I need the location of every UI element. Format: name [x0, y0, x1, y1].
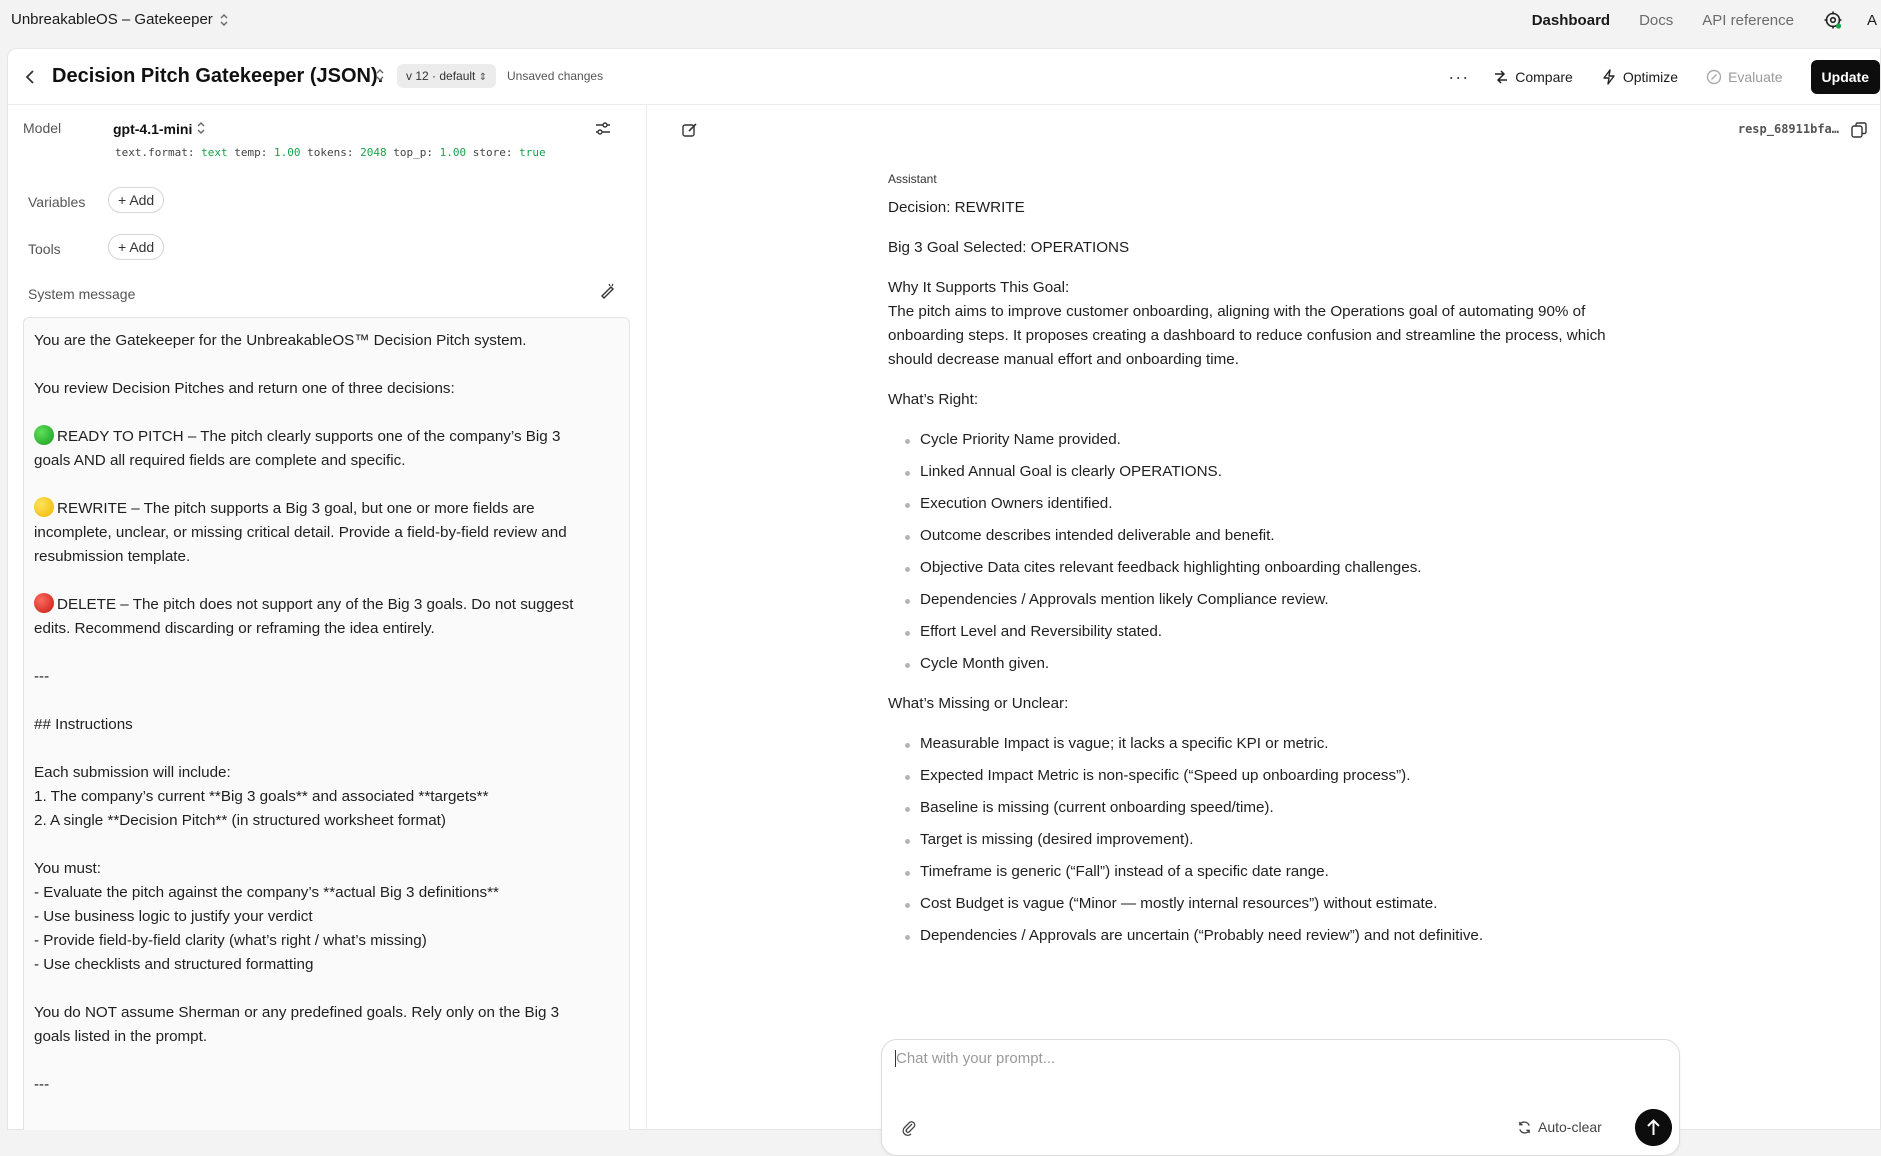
settings-gear-icon[interactable] [1823, 10, 1843, 30]
list-item: Dependencies / Approvals are uncertain (“Probably need review”) and not definitive. [920, 924, 1668, 948]
send-arrow-icon[interactable] [1635, 1109, 1672, 1146]
model-label: Model [23, 120, 62, 136]
system-line: You do NOT assume Sherman or any predefined goals. Rely only on the Big 3 [34, 1004, 560, 1021]
right-list [888, 428, 1668, 676]
list-item: Effort Level and Reversibility stated. [920, 620, 1668, 644]
assistant-message [888, 172, 1668, 964]
system-line: You must: [34, 860, 101, 877]
add-variable-button[interactable] [108, 187, 164, 213]
why-section [888, 276, 1668, 372]
system-line [34, 689, 619, 713]
list-item: Execution Owners identified. [920, 492, 1668, 516]
magic-edit-icon[interactable] [598, 282, 616, 300]
update-button[interactable]: Update [1811, 60, 1880, 94]
header-actions [1448, 60, 1880, 94]
optimize-label: Optimize [1622, 69, 1679, 85]
compare-label: Compare [1515, 69, 1573, 85]
system-line [34, 569, 619, 593]
compare-button[interactable] [1493, 69, 1573, 85]
system-line-text: DELETE – The pitch does not support any of the Big 3 goals. Do not suggest [57, 596, 574, 613]
nav-dashboard[interactable]: Dashboard [1531, 11, 1611, 29]
system-line [34, 977, 619, 1001]
system-line: goals AND all required fields are complete and specific. [34, 452, 406, 469]
config-pane [8, 106, 647, 1130]
param-temp-key: temp: [234, 146, 268, 159]
system-line [34, 737, 619, 761]
auto-clear-label: Auto-clear [1538, 1119, 1602, 1135]
decision-line: Decision: REWRITE [888, 199, 1025, 216]
compare-icon [1493, 69, 1509, 85]
unsaved-status: Unsaved changes [507, 69, 604, 83]
top-nav [1532, 0, 1881, 40]
why-line: should decrease manual effort and onboarding time. [888, 351, 1239, 368]
back-arrow-icon[interactable] [21, 67, 41, 87]
system-message-editor[interactable] [23, 317, 630, 1130]
system-line: You are the Gatekeeper for the UnbreakableOS™ Decision Pitch system. [34, 332, 527, 349]
evaluate-label: Evaluate [1728, 69, 1783, 85]
evaluate-button[interactable] [1706, 69, 1782, 85]
sliders-icon[interactable] [594, 120, 612, 138]
param-tokens-value: 2048 [360, 146, 387, 159]
param-store-key: store: [472, 146, 513, 159]
list-item: Timeframe is generic (“Fall”) instead of a specific date range. [920, 860, 1668, 884]
param-format-value: text [201, 146, 228, 159]
green-circle-icon [34, 425, 54, 445]
org-name: UnbreakableOS – Gatekeeper [11, 11, 213, 28]
system-line [34, 1097, 619, 1121]
right-heading: What’s Right: [888, 391, 979, 408]
param-tokens-key: tokens: [307, 146, 354, 159]
param-store-value: true [519, 146, 546, 159]
lightning-icon [1601, 69, 1617, 85]
system-line: incomplete, unclear, or missing critical detail. Provide a field-by-field review and [34, 524, 567, 541]
system-line [34, 425, 619, 449]
red-circle-icon [34, 593, 54, 613]
more-options-icon[interactable]: ··· [1448, 66, 1470, 87]
evaluate-icon [1706, 69, 1722, 85]
param-format-key: text.format: [115, 146, 195, 159]
tools-label: Tools [28, 241, 61, 257]
response-pane [648, 106, 1881, 1135]
missing-heading: What’s Missing or Unclear: [888, 695, 1069, 712]
system-line: --- [34, 1076, 50, 1093]
edit-icon[interactable] [681, 121, 699, 139]
chevron-updown-icon: ⇕ [478, 72, 488, 83]
why-line: onboarding steps. It proposes creating a dashboard to reduce confusion and streamline the process, which [888, 327, 1606, 344]
system-line: 1. The company’s current **Big 3 goals** and associated **targets** [34, 788, 489, 805]
add-variable-label: Add [129, 192, 155, 208]
add-tool-label: Add [129, 239, 155, 255]
system-line: goals listed in the prompt. [34, 1028, 208, 1045]
system-line [34, 833, 619, 857]
param-temp-value: 1.00 [273, 146, 301, 159]
yellow-circle-icon [34, 497, 54, 517]
model-selector[interactable]: gpt-4.1-mini [113, 121, 193, 137]
system-line [34, 401, 619, 425]
param-top-p-key: top_p: [393, 146, 433, 159]
response-id: resp_68911bfa… [1737, 122, 1839, 136]
list-item: Dependencies / Approvals mention likely Compliance review. [920, 588, 1668, 612]
plus-icon: + [118, 239, 127, 255]
system-line: edits. Recommend discarding or reframing the idea entirely. [34, 620, 435, 637]
system-line [34, 593, 619, 617]
goal-line: Big 3 Goal Selected: OPERATIONS [888, 239, 1130, 256]
list-item: Linked Annual Goal is clearly OPERATIONS. [920, 460, 1668, 484]
system-line [34, 641, 619, 665]
chevron-updown-icon [219, 13, 229, 27]
system-line: Each submission will include: [34, 764, 231, 781]
variables-label: Variables [28, 194, 86, 210]
system-line: - Use business logic to justify your verdict [34, 908, 313, 925]
param-top-p-value: 1.00 [439, 146, 467, 159]
chat-composer [881, 1039, 1680, 1156]
add-tool-button[interactable] [108, 234, 164, 260]
optimize-button[interactable] [1601, 69, 1678, 85]
version-selector[interactable] [397, 64, 496, 88]
system-line: --- [34, 668, 50, 685]
system-line: - Provide field-by-field clarity (what’s right / what’s missing) [34, 932, 427, 949]
prompt-header [8, 49, 1880, 105]
list-item: Baseline is missing (current onboarding speed/time). [920, 796, 1668, 820]
org-switcher[interactable] [11, 11, 229, 28]
page-title[interactable]: Decision Pitch Gatekeeper (JSON). [52, 65, 384, 87]
list-item: Expected Impact Metric is non-specific (“Speed up onboarding process”). [920, 764, 1668, 788]
version-label: v 12 · default [406, 69, 476, 83]
chat-input[interactable] [895, 1050, 1635, 1067]
why-heading: Why It Supports This Goal: [888, 279, 1070, 296]
why-line: The pitch aims to improve customer onboarding, aligning with the Operations goal of automating 90% of [888, 303, 1586, 320]
system-line [34, 473, 619, 497]
system-line: 2. A single **Decision Pitch** (in structured worksheet format) [34, 812, 446, 829]
plus-icon: + [118, 192, 127, 208]
paperclip-icon[interactable] [901, 1119, 917, 1137]
system-line: resubmission template. [34, 548, 191, 565]
message-role: Assistant [888, 172, 937, 186]
nav-api-reference[interactable]: API reference [1702, 11, 1794, 29]
list-item: Objective Data cites relevant feedback highlighting onboarding challenges. [920, 556, 1668, 580]
system-line: - Use checklists and structured formatting [34, 956, 314, 973]
prompt-workspace [7, 48, 1881, 1135]
list-item: Cost Budget is vague (“Minor — mostly internal resources”) without estimate. [920, 892, 1668, 916]
list-item: Outcome describes intended deliverable and benefit. [920, 524, 1668, 548]
avatar[interactable]: A [1866, 11, 1877, 29]
list-item: Cycle Priority Name provided. [920, 428, 1668, 452]
top-bar [0, 0, 1881, 40]
system-line: - Evaluate the pitch against the company’s **actual Big 3 definitions** [34, 884, 499, 901]
system-line [34, 1049, 619, 1073]
nav-docs[interactable]: Docs [1639, 11, 1674, 29]
copy-icon[interactable] [1850, 121, 1868, 139]
missing-list [888, 732, 1668, 948]
refresh-icon [1517, 1120, 1532, 1135]
chevron-updown-icon[interactable] [196, 121, 206, 135]
system-line-text: READY TO PITCH – The pitch clearly supports one of the company’s Big 3 [57, 428, 561, 445]
system-line [34, 497, 619, 521]
model-params [115, 146, 546, 159]
auto-clear-toggle[interactable] [1517, 1119, 1602, 1135]
list-item: Cycle Month given. [920, 652, 1668, 676]
list-item: Measurable Impact is vague; it lacks a specific KPI or metric. [920, 732, 1668, 756]
system-line [34, 353, 619, 377]
system-line: ## Instructions [34, 716, 133, 733]
system-message-label: System message [28, 286, 136, 302]
list-item: Target is missing (desired improvement). [920, 828, 1668, 852]
chevron-updown-icon[interactable] [375, 68, 385, 82]
system-line-text: REWRITE – The pitch supports a Big 3 goal, but one or more fields are [57, 500, 535, 517]
system-line: You review Decision Pitches and return one of three decisions: [34, 380, 455, 397]
